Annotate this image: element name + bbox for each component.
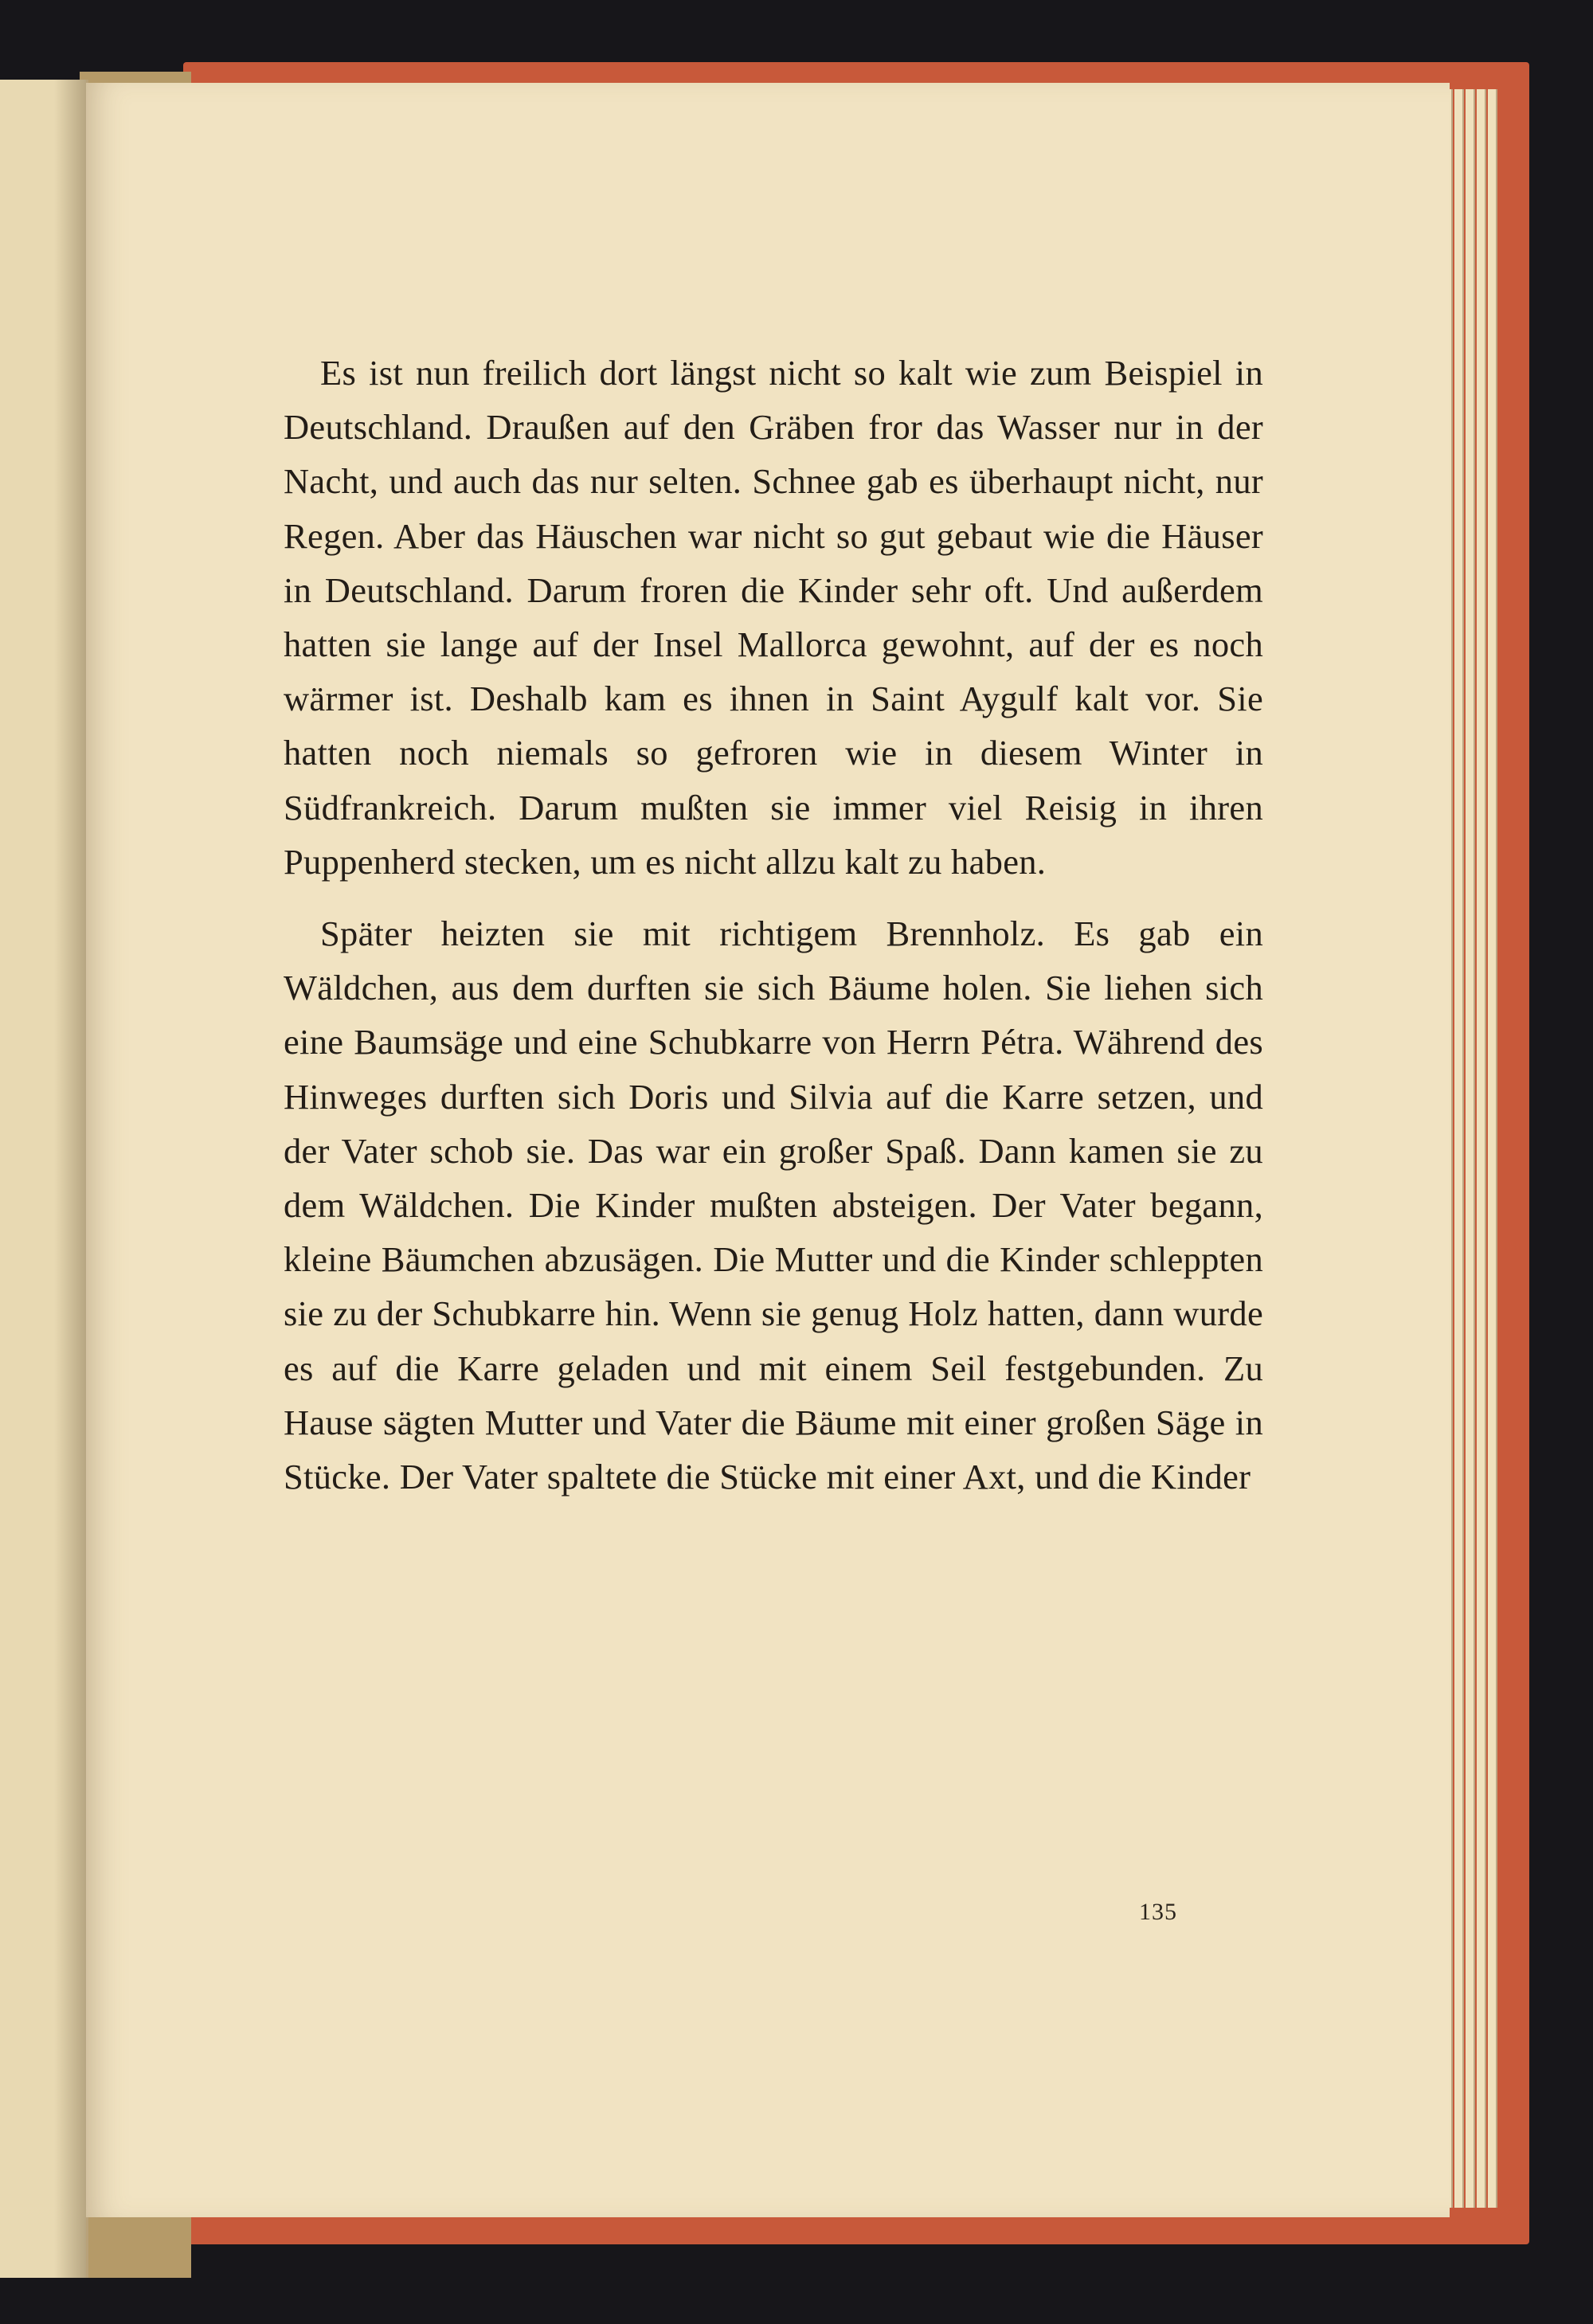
page-edge (1477, 89, 1486, 2208)
page-edge (1454, 89, 1464, 2208)
page-number: 135 (1139, 1899, 1177, 1925)
body-text (284, 346, 1263, 1504)
right-page (86, 83, 1450, 2217)
paragraph-1: Es ist nun freilich dort längst nicht so kalt wie zum Beispiel in Deutschland. Draußen auf den Gräben fror das Wasser nur in der Nacht, und auch das nur selten. Schnee gab es überhaupt nicht, nur Regen. Aber das Häuschen war nicht so gut gebaut wie die Häuser in Deutschland. Darum froren die Kinder sehr oft. Und außerdem hatten sie lange auf der Insel Mallorca gewohnt, auf der es noch wärmer ist. Deshalb kam es ihnen in Saint Aygulf kalt vor. Sie hatten noch niemals so gefroren wie in diesem Winter in Südfrankreich. Darum mußten sie immer viel Reisig in ihren Puppenherd stecken, um es nicht allzu kalt zu haben. (284, 353, 1263, 882)
paragraph-2: Später heizten sie mit richtigem Brennholz. Es gab ein Wäldchen, aus dem durften sie sich Bäume holen. Sie liehen sich eine Baumsäge und eine Schubkarre von Herrn Pétra. Während des Hinweges durften sich Doris und Silvia auf die Karre setzen, und der Vater schob sie. Das war ein großer Spaß. Dann kamen sie zu dem Wäldchen. Die Kinder mußten absteigen. Der Vater begann, kleine Bäumchen abzusägen. Die Mutter und die Kinder schleppten sie zu der Schubkarre hin. Wenn sie genug Holz hatten, dann wurde es auf die Karre geladen und mit einem Seil festgebunden. Zu Hause sägten Mutter und Vater die Bäume mit einer großen Säge in Stücke. Der Vater spaltete die Stücke mit einer Axt, und die Kinder (284, 914, 1263, 1497)
page-edge (1488, 89, 1497, 2208)
page-edge (1466, 89, 1475, 2208)
left-page (0, 80, 88, 2278)
spine-shadow (54, 80, 86, 2278)
